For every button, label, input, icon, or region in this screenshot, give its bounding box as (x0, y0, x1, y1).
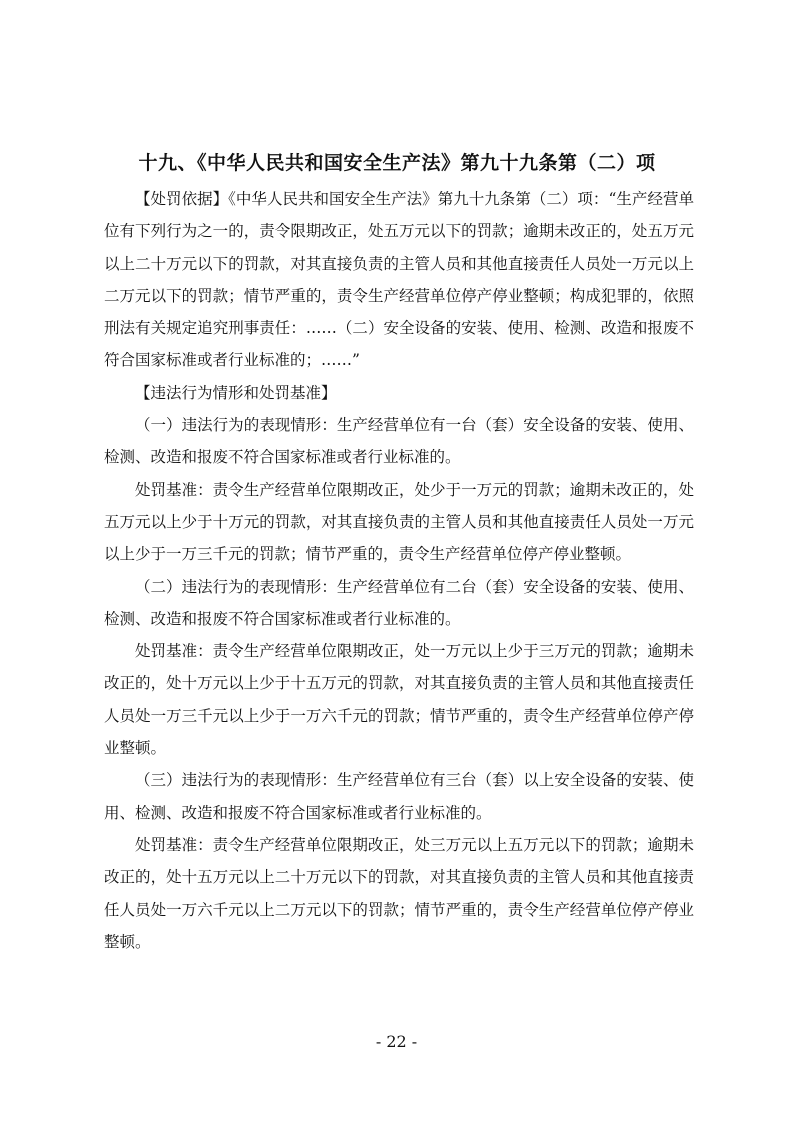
case-2-description: （二）违法行为的表现情形：生产经营单位有二台（套）安全设备的安装、使用、检测、改造和报废不符合国家标准或者行业标准的。 (104, 577, 694, 628)
document-body (104, 181, 694, 958)
case-1-penalty: 处罚基准：责令生产经营单位限期改正，处少于一万元的罚款；逾期未改正的，处五万元以上少于十万元的罚款，对其直接负责的主管人员和其他直接责任人员处一万元以上少于一万三千元的罚款；情节严重的，责令生产经营单位停产停业整顿。 (104, 480, 694, 564)
page-number: - 22 - (375, 1032, 418, 1051)
case-3-penalty: 处罚基准：责令生产经营单位限期改正，处三万元以上五万元以下的罚款；逾期未改正的，处十五万元以上二十万元以下的罚款，对其直接负责的主管人员和其他直接责任人员处一万六千元以上二万元以下的罚款；情节严重的，责令生产经营单位停产停业整顿。 (104, 835, 694, 951)
case-1-description: （一）违法行为的表现情形：生产经营单位有一台（套）安全设备的安装、使用、检测、改造和报废不符合国家标准或者行业标准的。 (104, 416, 694, 467)
penalty-basis-paragraph: 【处罚依据】《中华人民共和国安全生产法》第九十九条第（二）项：“生产经营单位有下列行为之一的，责令限期改正，处五万元以下的罚款；逾期未改正的，处五万元以上二十万元以下的罚款，对其直接负责的主管人员和其他直接责任人员处一万元以上二万元以下的罚款；情节严重的，责令生产经营单位停产停业整顿；构成犯罪的，依照刑法有关规定追究刑事责任：……（二）安全设备的安装、使用、检测、改造和报废不符合国家标准或者行业标准的；……” (104, 190, 694, 370)
case-3-description: （三）违法行为的表现情形：生产经营单位有三台（套）以上安全设备的安装、使用、检测、改造和报废不符合国家标准或者行业标准的。 (104, 771, 694, 822)
case-2-penalty: 处罚基准：责令生产经营单位限期改正，处一万元以上少于三万元的罚款；逾期未改正的，处十万元以上少于十五万元的罚款，对其直接负责的主管人员和其他直接责任人员处一万三千元以上少于一万六千元的罚款；情节严重的，责令生产经营单位停产停业整顿。 (104, 642, 694, 758)
violation-standards-heading: 【违法行为情形和处罚基准】 (135, 383, 337, 402)
section-title: 十九、《中华人民共和国安全生产法》第九十九条第（二）项 (138, 152, 656, 174)
